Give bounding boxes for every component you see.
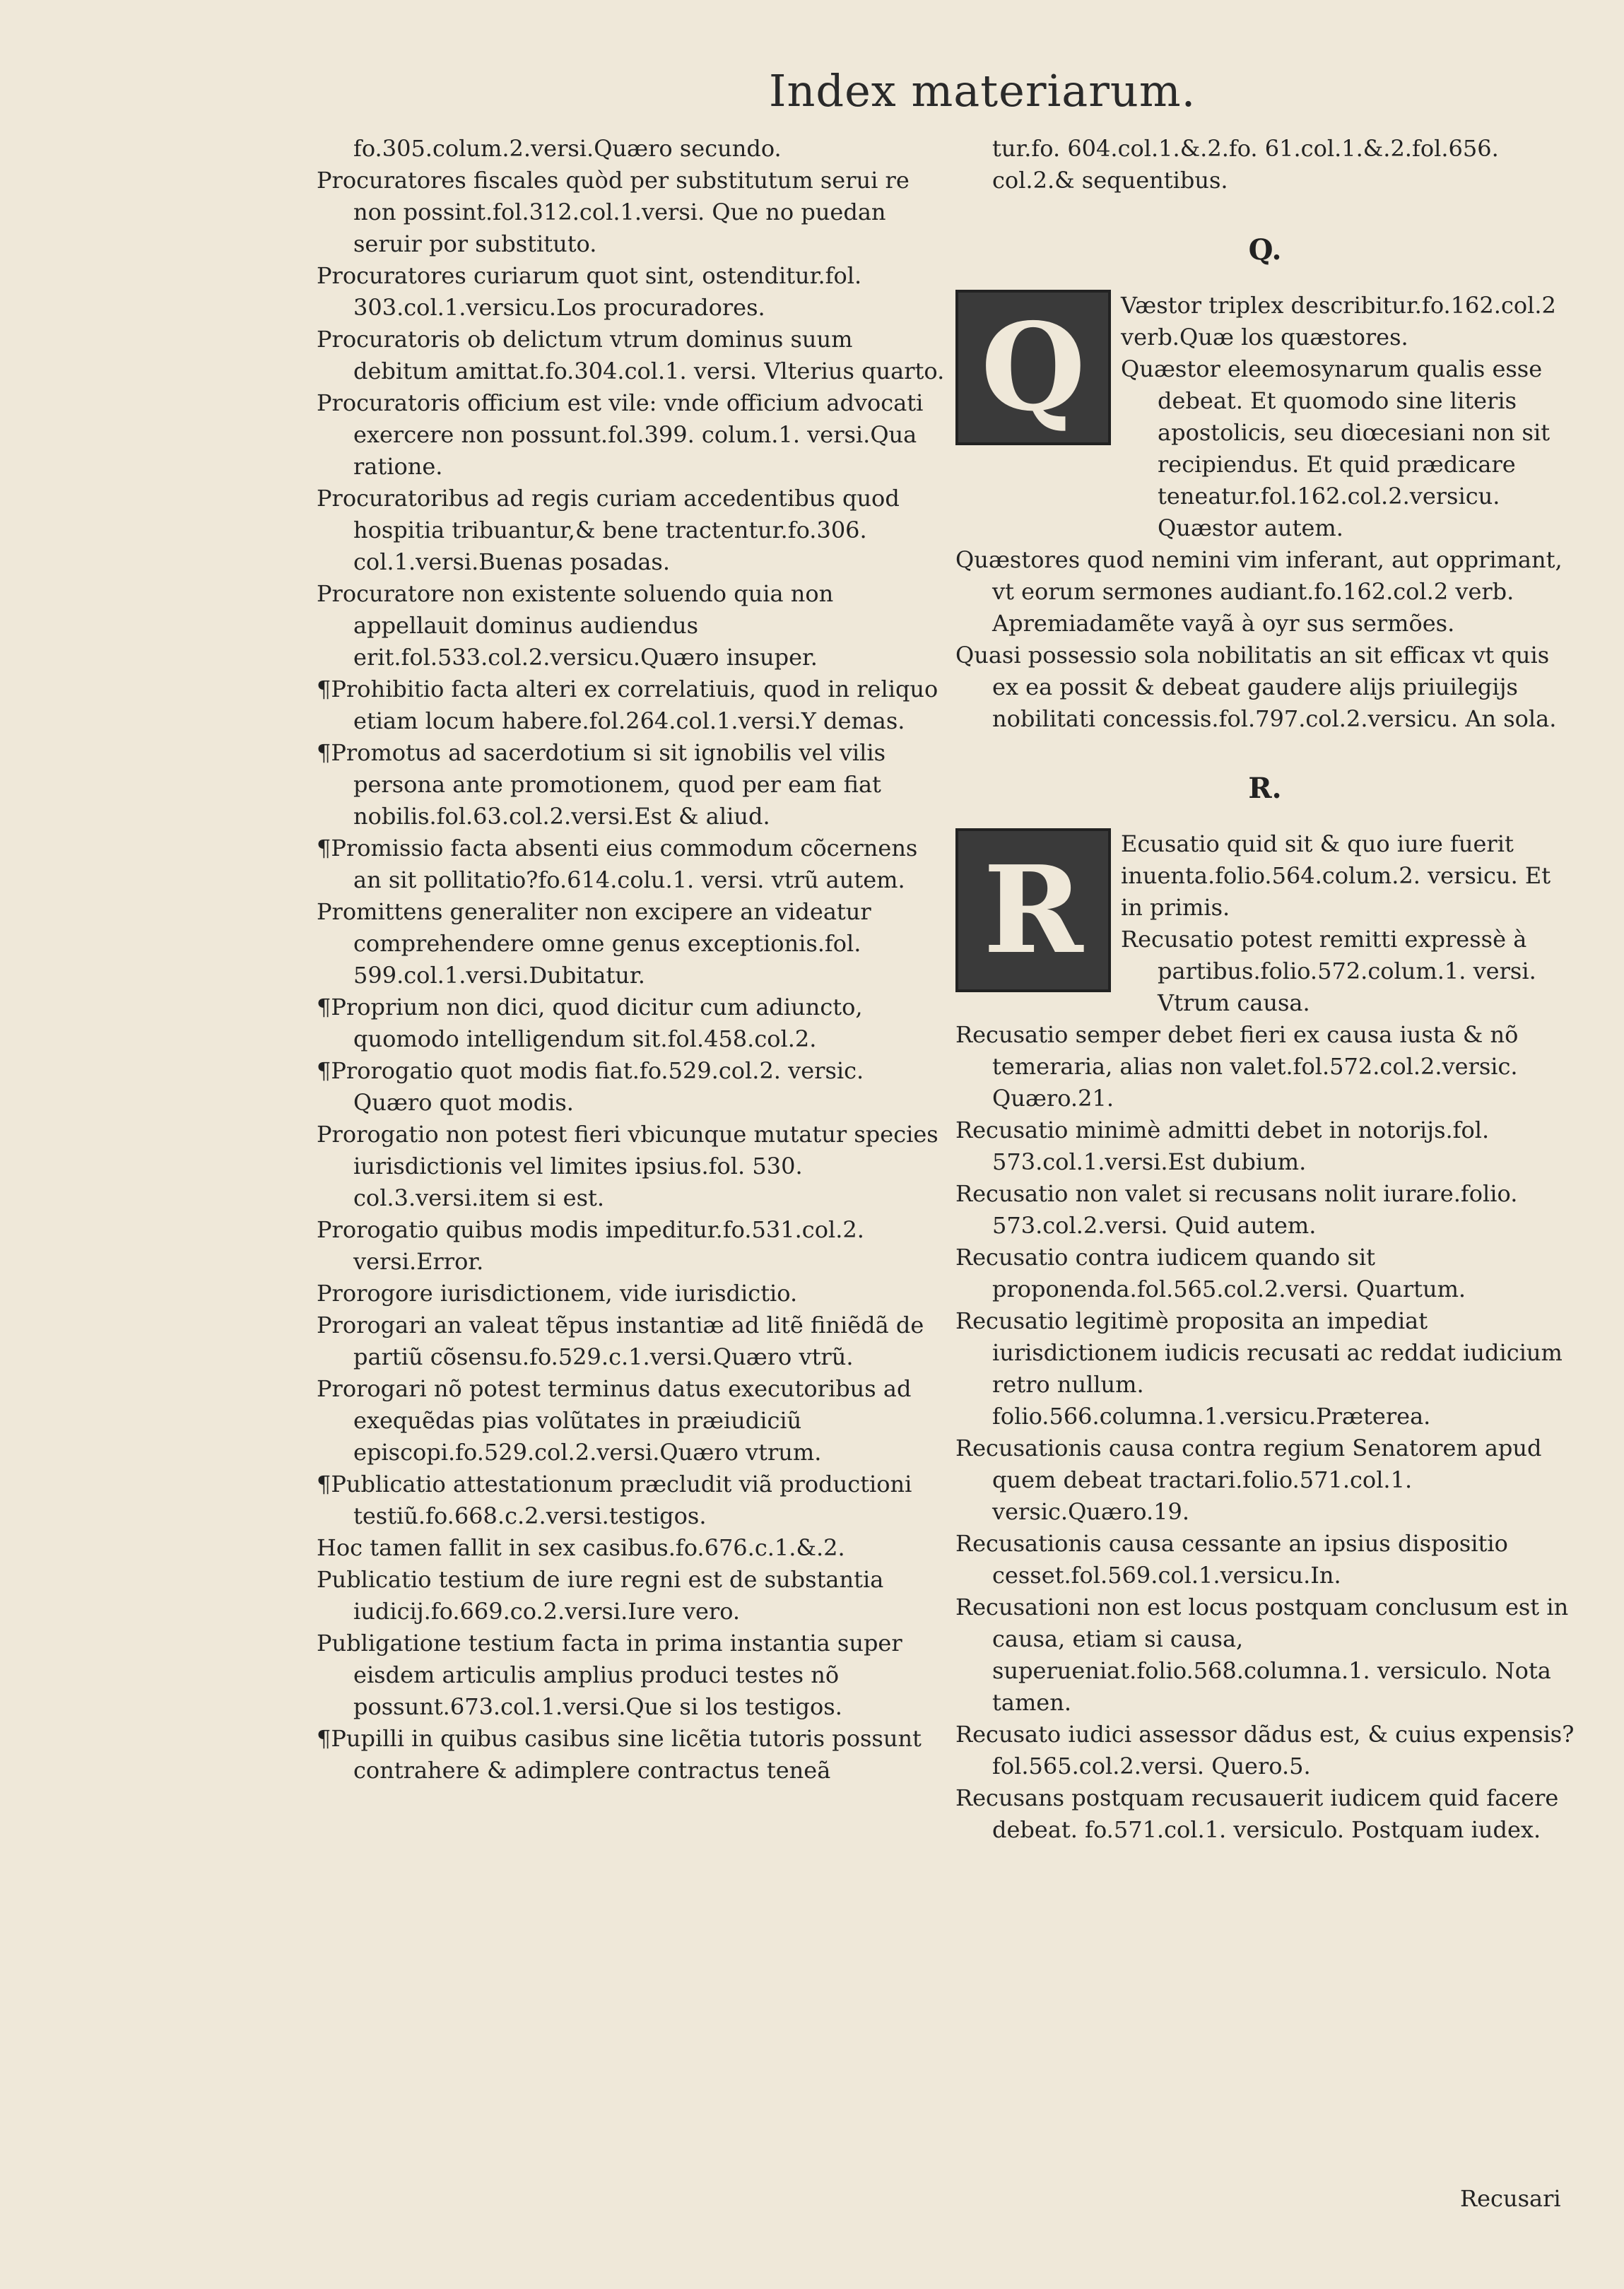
catchword: Recusari	[1460, 2185, 1561, 2212]
index-entry: tur.fo. 604.col.1.&.2.fo. 61.col.1.&.2.fol.656. col.2.& sequentibus.	[992, 135, 1499, 194]
index-entry: Recusans postquam recusauerit iudicem quid facere debeat. fo.571.col.1. versiculo. Postquam iudex.	[955, 1784, 1559, 1843]
index-entry: Quasi possessio sola nobilitatis an sit efficax vt quis ex ea possit & debeat gaudere alijs priuilegijs nobilitati concessis.fol.797.col.2.versicu. An sola.	[955, 642, 1557, 732]
index-entry: Ecusatio quid sit & quo iure fuerit inuenta.folio.564.colum.2. versicu. Et in primis.	[1121, 830, 1551, 921]
index-entry: Recusationis causa cessante an ipsius dispositio cesset.fol.569.col.1.versicu.In.	[955, 1530, 1508, 1589]
index-entry: Væstor triplex describitur.fo.162.col.2 verb.Quæ los quæstores.	[1121, 292, 1556, 351]
index-entry: Publigatione testium facta in prima instantia super eisdem articulis amplius produci testes nõ possunt.673.col.1.versi.Que si los testigos.	[317, 1630, 902, 1720]
index-entry: Recusatio minimè admitti debet in notorijs.fol. 573.col.1.versi.Est dubium.	[955, 1117, 1490, 1175]
index-entry: Recusatio legitimè proposita an impediat iurisdictionem iudicis recusati ac reddat iudicium retro nullum. folio.566.columna.1.versicu.Præterea.	[955, 1307, 1563, 1430]
index-entry: ¶Pupilli in quibus casibus sine licẽtia tutoris possunt contrahere & adimplere contractus teneã	[317, 1725, 922, 1784]
index-entry: Recusatio potest remitti expressè à partibus.folio.572.colum.1. versi. Vtrum causa.	[1121, 926, 1536, 1016]
left-column	[317, 133, 946, 1787]
index-entry: Recusato iudici assessor dãdus est, & cuius expensis?fol.565.col.2.versi. Quero.5.	[955, 1721, 1575, 1779]
section-heading-q: Q.	[1248, 233, 1282, 266]
index-entry: Recusatio contra iudicem quando sit proponenda.fol.565.col.2.versi. Quartum.	[955, 1244, 1466, 1302]
index-entry: Procuratores curiarum quot sint, ostenditur.fol. 303.col.1.versicu.Los procuradores.	[317, 262, 862, 321]
right-column	[955, 133, 1575, 1846]
index-entry: ¶Publicatio attestationum præcludit viã productioni testiũ.fo.668.c.2.versi.testigos.	[317, 1471, 912, 1529]
index-entry: Procuratore non existente soluendo quia non appellauit dominus audiendus erit.fol.533.col.2.versicu.Quæro insuper.	[317, 580, 834, 671]
index-entry: Prorogatio non potest fieri vbicunque mutatur species iurisdictionis vel limites ipsius.fol. 530. col.3.versi.item si est.	[317, 1121, 938, 1211]
index-entry: Procuratoris ob delictum vtrum dominus suum debitum amittat.fo.304.col.1. versi. Vlterius quarto.	[317, 326, 945, 384]
index-entry: Prorogatio quibus modis impeditur.fo.531.col.2. versi.Error.	[317, 1216, 864, 1275]
index-entry: Quæstor eleemosynarum qualis esse debeat. Et quomodo sine literis apostolicis, seu diœcesiani non sit recipiendus. Et quid prædicare teneatur.fol.162.col.2.versicu. Quæstor autem.	[1121, 355, 1551, 541]
index-entry: fo.305.colum.2.versi.Quæro secundo.	[353, 135, 782, 162]
index-entry: ¶Prorogatio quot modis fiat.fo.529.col.2. versic. Quæro quot modis.	[317, 1057, 864, 1116]
index-entry: Recusatio non valet si recusans nolit iurare.folio. 573.col.2.versi. Quid autem.	[955, 1180, 1518, 1239]
running-header: Index materiarum.	[769, 65, 1196, 117]
section-heading-r: R.	[1248, 772, 1282, 805]
index-entry: ¶Prohibitio facta alteri ex correlatiuis, quod in reliquo etiam locum habere.fol.264.col.1.versi.Y demas.	[317, 676, 938, 734]
index-entry: Procuratoris officium est vile: vnde officium advocati exercere non possunt.fol.399. colum.1. versi.Qua ratione.	[317, 389, 924, 480]
index-entry: Recusationis causa contra regium Senatorem apud quem debeat tractari.folio.571.col.1. versic.Quæro.19.	[955, 1435, 1542, 1525]
section-q-opening	[955, 290, 1575, 544]
index-entry: Procuratoribus ad regis curiam accedentibus quod hospitia tribuantur,& bene tractentur.fo.306. col.1.versi.Buenas posadas.	[317, 485, 900, 575]
index-entry: Promittens generaliter non excipere an videatur comprehendere omne genus exceptionis.fol. 599.col.1.versi.Dubitatur.	[317, 898, 871, 989]
index-entry: Recusationi non est locus postquam conclusum est in causa, etiam si causa, superueniat.folio.568.columna.1. versiculo. Nota tamen.	[955, 1594, 1569, 1716]
decorated-initial-r: R	[955, 828, 1111, 992]
index-entry: Prorogore iurisdictionem, vide iurisdictio.	[317, 1280, 798, 1307]
index-entry: Hoc tamen fallit in sex casibus.fo.676.c.1.&.2.	[317, 1534, 845, 1561]
index-entry: Procuratores fiscales quòd per substitutum serui re non possint.fol.312.col.1.versi. Que no puedan seruir por substituto.	[317, 167, 910, 257]
initial-text	[1121, 828, 1575, 1019]
initial-text	[1121, 290, 1575, 544]
index-entry: Recusatio semper debet fieri ex causa iusta & nõ temeraria, alias non valet.fol.572.col.2.versic. Quæro.21.	[955, 1021, 1519, 1112]
index-entry: ¶Proprium non dici, quod dicitur cum adiuncto, quomodo intelligendum sit.fol.458.col.2.	[317, 994, 863, 1052]
index-entry: Prorogari nõ potest terminus datus executoribus ad exequẽdas pias volũtates in præiudiciũ episcopi.fo.529.col.2.versi.Quæro vtrum.	[317, 1375, 912, 1466]
index-entry: ¶Promissio facta absenti eius commodum cõcernens an sit pollitatio?fo.614.colu.1. versi. vtrũ autem.	[317, 835, 918, 893]
index-entry: Quæstores quod nemini vim inferant, aut opprimant, vt eorum sermones audiant.fo.162.col.2 verb. Apremiadamẽte vayã à oyr sus sermões.	[955, 546, 1563, 637]
section-r-opening	[955, 828, 1575, 1019]
index-entry: Publicatio testium de iure regni est de substantia iudicij.fo.669.co.2.versi.Iure vero.	[317, 1566, 884, 1625]
index-entry: ¶Promotus ad sacerdotium si sit ignobilis vel vilis persona ante promotionem, quod per eam fiat nobilis.fol.63.col.2.versi.Est & aliud.	[317, 739, 885, 830]
index-entry: Prorogari an valeat tẽpus instantiæ ad litẽ finiẽdã de partiũ cõsensu.fo.529.c.1.versi.Quæro vtrũ.	[317, 1312, 924, 1370]
decorated-initial-q: Q	[955, 290, 1111, 445]
